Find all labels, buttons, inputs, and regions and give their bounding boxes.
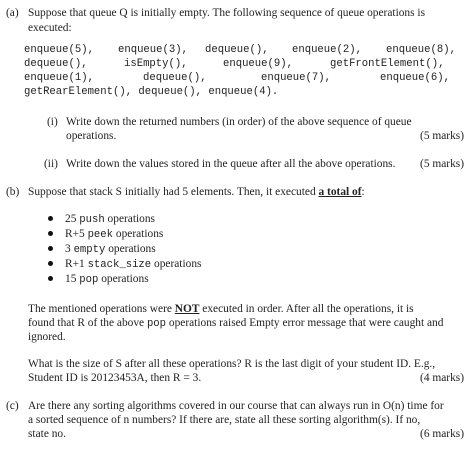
question-a-i-marks: (5 marks) (420, 130, 464, 142)
part-c-line2: a sorted sequence of n numbers? If there are, state all these sorting algorithm(s). If no, (28, 414, 421, 426)
part-b-intro-suffix: : (361, 186, 365, 198)
code-row-3 (24, 71, 468, 85)
op-suffix: operations (154, 258, 202, 270)
question-a-i-line2: operations. (66, 130, 117, 142)
para1-line2-prefix: found that R of the above (28, 317, 147, 329)
code-token: dequeue(), (205, 44, 269, 56)
code-token: enqueue(7), (261, 72, 331, 84)
part-c-line1: Are there any sorting algorithms covered in our course that can always run in O(n) time for (28, 400, 444, 412)
op-name: stack_size (87, 259, 152, 271)
code-row-2 (24, 57, 468, 71)
part-b-para1-line2 (28, 316, 443, 331)
code-row-1 (24, 43, 468, 57)
code-token: enqueue(9), (223, 58, 293, 70)
code-token: enqueue(5), (24, 44, 94, 56)
code-token: getRearElement(), dequeue(), enqueue(4). (24, 86, 279, 98)
op-count: 25 (65, 213, 77, 225)
part-a-label: (a) (6, 7, 19, 19)
part-b-para2-line2: Student ID is 20123453A, then R = 3. (28, 372, 202, 384)
op-count: R+1 (65, 258, 85, 270)
list-item (48, 212, 348, 227)
question-a-i-label: (i) (47, 116, 58, 128)
not-emphasis: NOT (174, 303, 200, 315)
para1-prefix: The mentioned operations were (28, 303, 175, 315)
list-item (48, 257, 348, 272)
code-token: enqueue(1), (24, 72, 94, 84)
op-name: push (79, 214, 105, 226)
pop-code: pop (146, 318, 167, 330)
question-a-ii-marks: (5 marks) (420, 158, 464, 170)
list-item (48, 242, 348, 257)
code-block (24, 43, 468, 105)
part-c-line3: state no. (28, 428, 66, 440)
part-a-intro-line2: executed: (28, 22, 72, 34)
part-c-marks: (6 marks) (420, 428, 464, 440)
op-name: pop (79, 274, 99, 286)
code-token: dequeue(), (143, 72, 207, 84)
list-item (48, 272, 348, 287)
part-b-para1-line1 (28, 302, 414, 316)
op-suffix: operations (108, 243, 156, 255)
part-b-para1-line3: ignored. (28, 331, 66, 343)
code-token: dequeue(), (24, 58, 88, 70)
code-token: enqueue(8), (386, 44, 456, 56)
code-token: enqueue(3), (118, 44, 188, 56)
para1-suffix: executed in order. After all the operations, it is (199, 303, 414, 315)
question-a-i-line1: Write down the returned numbers (in order) of the above sequence of queue (66, 116, 412, 128)
op-count: 3 (65, 243, 71, 255)
bullet-icon (48, 276, 53, 281)
bullet-icon (48, 216, 53, 221)
code-token: getFrontElement(), (330, 58, 445, 70)
part-b-label: (b) (6, 186, 20, 198)
code-row-4 (24, 85, 468, 99)
bullet-icon (48, 261, 53, 266)
op-name: empty (73, 244, 106, 256)
question-a-ii-label: (ii) (44, 158, 58, 170)
code-token: isEmpty(), (124, 58, 188, 70)
part-b-para2-line1: What is the size of S after all these operations? R is the last digit of your student ID. E.g., (28, 358, 436, 370)
part-b-intro-emphasis: a total of (318, 186, 362, 198)
op-name: peek (87, 229, 114, 241)
operation-list (48, 212, 348, 287)
bullet-icon (48, 246, 53, 251)
op-suffix: operations (115, 228, 164, 240)
part-c-label: (c) (6, 400, 19, 412)
code-token: enqueue(2), (292, 44, 362, 56)
question-a-ii-text: Write down the values stored in the queue after all the above operations. (66, 158, 396, 170)
part-b-intro (28, 185, 365, 199)
code-token: enqueue(6), (380, 72, 450, 84)
part-b-marks: (4 marks) (420, 372, 464, 384)
part-a-intro-line1: Suppose that queue Q is initially empty. The following sequence of queue operations is (28, 7, 426, 19)
op-count: 15 (65, 273, 77, 285)
op-suffix: operations (101, 273, 149, 285)
part-b-intro-prefix: Suppose that stack S initially had 5 elements. Then, it executed (28, 186, 319, 198)
list-item (48, 227, 348, 242)
para1-line2-suffix: operations raised Empty error message that were caught and (166, 317, 444, 329)
op-suffix: operations (107, 213, 155, 225)
op-count: R+5 (65, 228, 85, 240)
bullet-icon (48, 231, 53, 236)
